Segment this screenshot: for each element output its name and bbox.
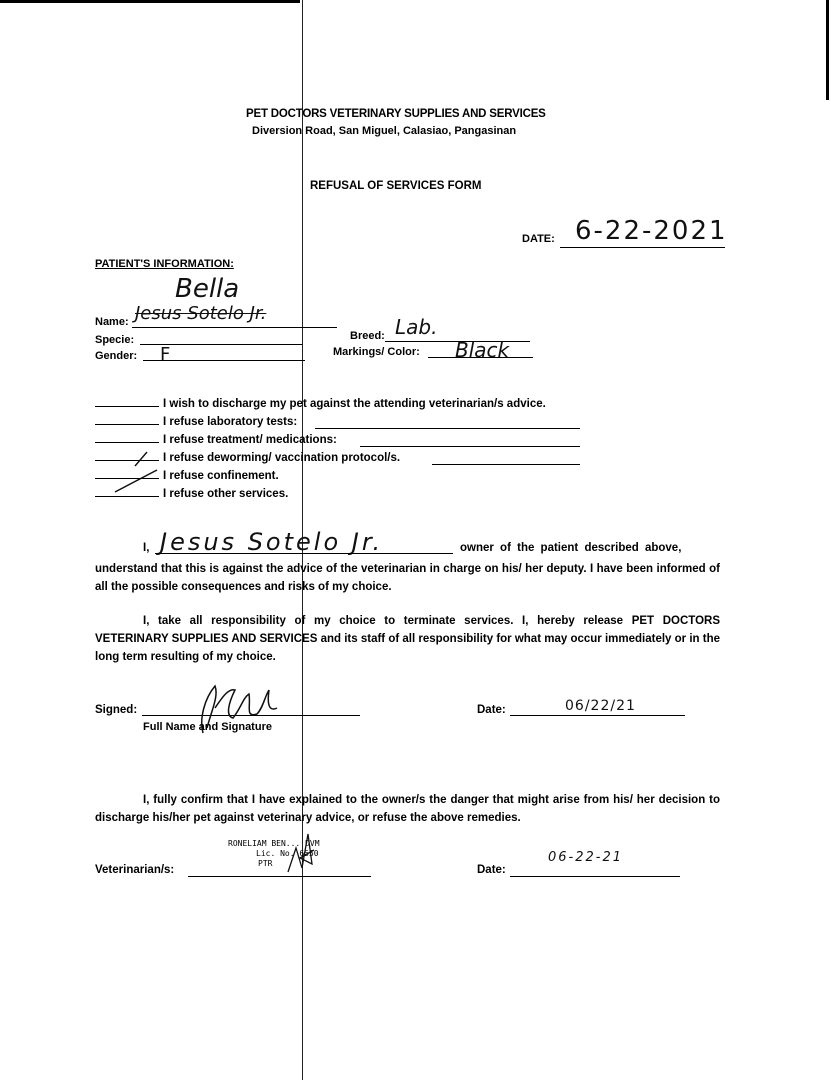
scan-edge-right bbox=[826, 0, 829, 100]
form-title: REFUSAL OF SERVICES FORM bbox=[310, 180, 482, 192]
option-checkbox-line bbox=[95, 442, 159, 443]
signed-date-line bbox=[510, 715, 685, 716]
scan-edge-top bbox=[0, 0, 300, 3]
vet-date-value: 06-22-21 bbox=[548, 850, 624, 865]
owner-name-line bbox=[155, 553, 453, 554]
check-mark-deworming bbox=[135, 452, 147, 466]
gender-line bbox=[143, 360, 305, 361]
clinic-address: Diversion Road, San Miguel, Calasiao, Pangasinan bbox=[252, 125, 517, 137]
responsibility-text: I, take all responsibility of my choice to terminate services. I, hereby release PET DOCTORS VETERINARY SUPPLIES AND SERVICES and its staff of all responsibility for what may occur immediately or in the long term resulting of my choice. bbox=[95, 615, 720, 663]
option-label: I refuse deworming/ vaccination protocol/s. bbox=[163, 452, 401, 464]
option-label: I refuse laboratory tests: bbox=[163, 416, 298, 428]
name-label: Name: bbox=[95, 316, 129, 328]
signature-caption: Full Name and Signature bbox=[143, 721, 272, 733]
option-label: I wish to discharge my pet against the attending veterinarian/s advice. bbox=[163, 398, 546, 410]
veterinarian-line bbox=[188, 876, 371, 877]
option-label: I refuse other services. bbox=[163, 488, 289, 500]
statement-prefix: I, bbox=[143, 542, 150, 554]
name-line bbox=[132, 327, 337, 328]
statement-text: understand that this is against the advice of the veterinarian in charge on his/ her deputy. I have been informed of all the possible consequences and risks of my choice. bbox=[95, 563, 720, 593]
breed-label: Breed: bbox=[350, 330, 385, 342]
patient-name-struck: Jesus Sotelo Jr. bbox=[135, 303, 267, 324]
veterinarian-label: Veterinarian/s: bbox=[95, 864, 175, 876]
confirmation-text: I, fully confirm that I have explained to the owner/s the danger that might arise from his/ her decision to discharge his/her pet against veterinary advice, or refuse the above remedies. bbox=[95, 794, 720, 824]
vet-stamp-name: RONELIAM BEN... DVM bbox=[228, 839, 320, 848]
breed-value: Lab. bbox=[395, 315, 438, 339]
vet-signature bbox=[280, 828, 320, 876]
option-discharge[interactable] bbox=[95, 398, 546, 410]
patient-section-label: PATIENT'S INFORMATION: bbox=[95, 258, 234, 270]
vet-date-label: Date: bbox=[477, 864, 506, 876]
deworming-detail-line bbox=[432, 464, 580, 465]
statement-line1-rest: owner of the patient described above, bbox=[460, 542, 682, 554]
treatment-detail-line bbox=[360, 446, 580, 447]
option-treatment[interactable] bbox=[95, 434, 337, 446]
gender-label: Gender: bbox=[95, 350, 138, 362]
signed-date-value: 06/22/21 bbox=[565, 698, 636, 714]
owner-name-handwritten: Jesus Sotelo Jr. bbox=[160, 528, 384, 556]
specie-label: Specie: bbox=[95, 334, 135, 346]
laboratory-detail-line bbox=[315, 428, 580, 429]
option-checkbox-line bbox=[95, 406, 159, 407]
option-label: I refuse confinement. bbox=[163, 470, 279, 482]
option-label: I refuse treatment/ medications: bbox=[163, 434, 337, 446]
option-laboratory[interactable] bbox=[95, 416, 297, 428]
vet-stamp-ptr: PTR bbox=[258, 859, 273, 868]
markings-value: Black bbox=[455, 338, 510, 362]
date-label: DATE: bbox=[522, 233, 555, 245]
check-mark-confinement bbox=[115, 470, 157, 492]
markings-label: Markings/ Color: bbox=[333, 346, 420, 358]
signed-date-label: Date: bbox=[477, 704, 506, 716]
option-checkbox-line bbox=[95, 496, 159, 497]
date-line bbox=[560, 247, 725, 248]
checkmarks bbox=[95, 448, 175, 493]
gender-value: F bbox=[160, 344, 171, 365]
markings-line bbox=[428, 357, 533, 358]
vet-stamp-lic: Lic. No. 6550 bbox=[256, 849, 319, 858]
vet-date-line bbox=[510, 876, 680, 877]
date-value: 6-22-2021 bbox=[575, 216, 728, 246]
patient-name-value: Bella bbox=[175, 274, 240, 304]
signed-label: Signed: bbox=[95, 704, 138, 716]
clinic-name: PET DOCTORS VETERINARY SUPPLIES AND SERVICES bbox=[246, 108, 546, 120]
option-checkbox-line bbox=[95, 424, 159, 425]
